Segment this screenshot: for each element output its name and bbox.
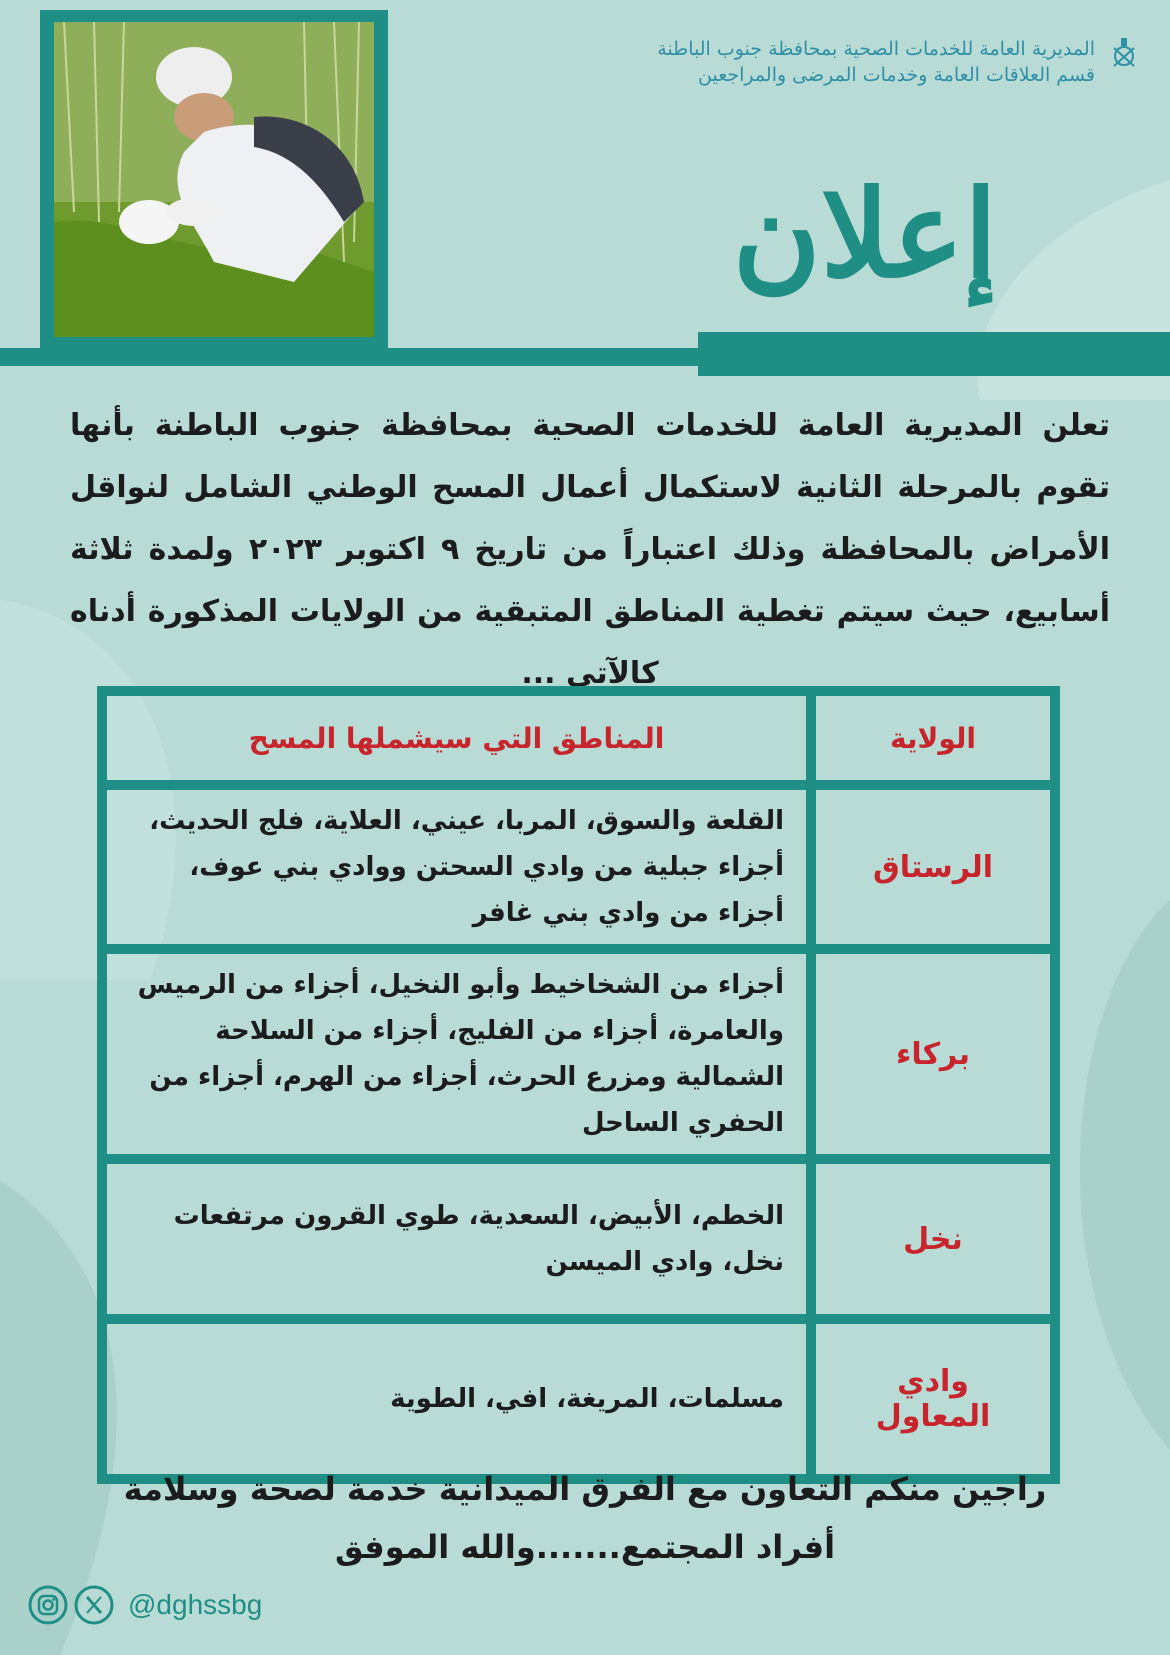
field-worker-photo [54, 22, 374, 337]
social-handle[interactable]: @dghssbg [128, 1589, 263, 1620]
closing-line-2: أفراد المجتمع.......والله الموفق [334, 1528, 836, 1566]
photo-frame [40, 10, 388, 348]
areas-cell: القلعة والسوق، المربا، عيني، العلاية، فلج الحديث، أجزاء جبلية من وادي السحتن ووادي بني عوف، أجزاء من وادي بني غافر [102, 785, 811, 949]
wilaya-cell: الرستاق [811, 785, 1055, 949]
table-row [102, 949, 1055, 1159]
table-row [102, 1159, 1055, 1319]
wilaya-cell: نخل [811, 1159, 1055, 1319]
wilaya-cell: بركاء [811, 949, 1055, 1159]
column-header-areas: المناطق التي سيشملها المسح [102, 691, 811, 785]
org-line-2: قسم العلاقات العامة وخدمات المرضى والمراجعين [698, 64, 1095, 86]
x-icon[interactable] [74, 1585, 114, 1625]
social-footer [28, 1582, 262, 1628]
wilaya-cell: وادي المعاول [811, 1319, 1055, 1479]
table-header-row [102, 691, 1055, 785]
page-title: إعلان [732, 164, 998, 305]
column-header-wilaya: الولاية [811, 691, 1055, 785]
closing-message [90, 1460, 1080, 1576]
survey-table [97, 686, 1060, 1434]
intro-paragraph: تعلن المديرية العامة للخدمات الصحية بمحافظة جنوب الباطنة بأنها تقوم بالمرحلة الثانية لاستكمال أعمال المسح الوطني الشامل لنواقل الأمراض بالمحافظة وذلك اعتباراً من تاريخ ٩ اكتوبر ٢٠٢٣ ولمدة ثلاثة أسابيع، حيث سيتم تغطية المناطق المتبقية من الولايات المذكورة أدناه كالآتي ... [70, 408, 1110, 691]
areas-cell: الخطم، الأبيض، السعدية، طوي القرون مرتفعات نخل، وادي الميسن [102, 1159, 811, 1319]
instagram-icon[interactable] [28, 1585, 68, 1625]
header-band-accent [698, 332, 1170, 376]
areas-cell: مسلمات، المريغة، افي، الطوية [102, 1319, 811, 1479]
areas-cell: أجزاء من الشخاخيط وأبو النخيل، أجزاء من الرميس والعامرة، أجزاء من الفليج، أجزاء من السلاحة الشمالية ومزرع الحرث، أجزاء من الهرم، أجزاء من الحفري الساحل [102, 949, 811, 1159]
organization-name [535, 36, 1095, 88]
ministry-logo-icon [1094, 26, 1152, 98]
org-line-1: المديرية العامة للخدمات الصحية بمحافظة جنوب الباطنة [657, 38, 1095, 60]
closing-line-1: راجين منكم التعاون مع الفرق الميدانية خدمة لصحة وسلامة [123, 1470, 1047, 1508]
table-row [102, 1319, 1055, 1479]
table-row [102, 785, 1055, 949]
